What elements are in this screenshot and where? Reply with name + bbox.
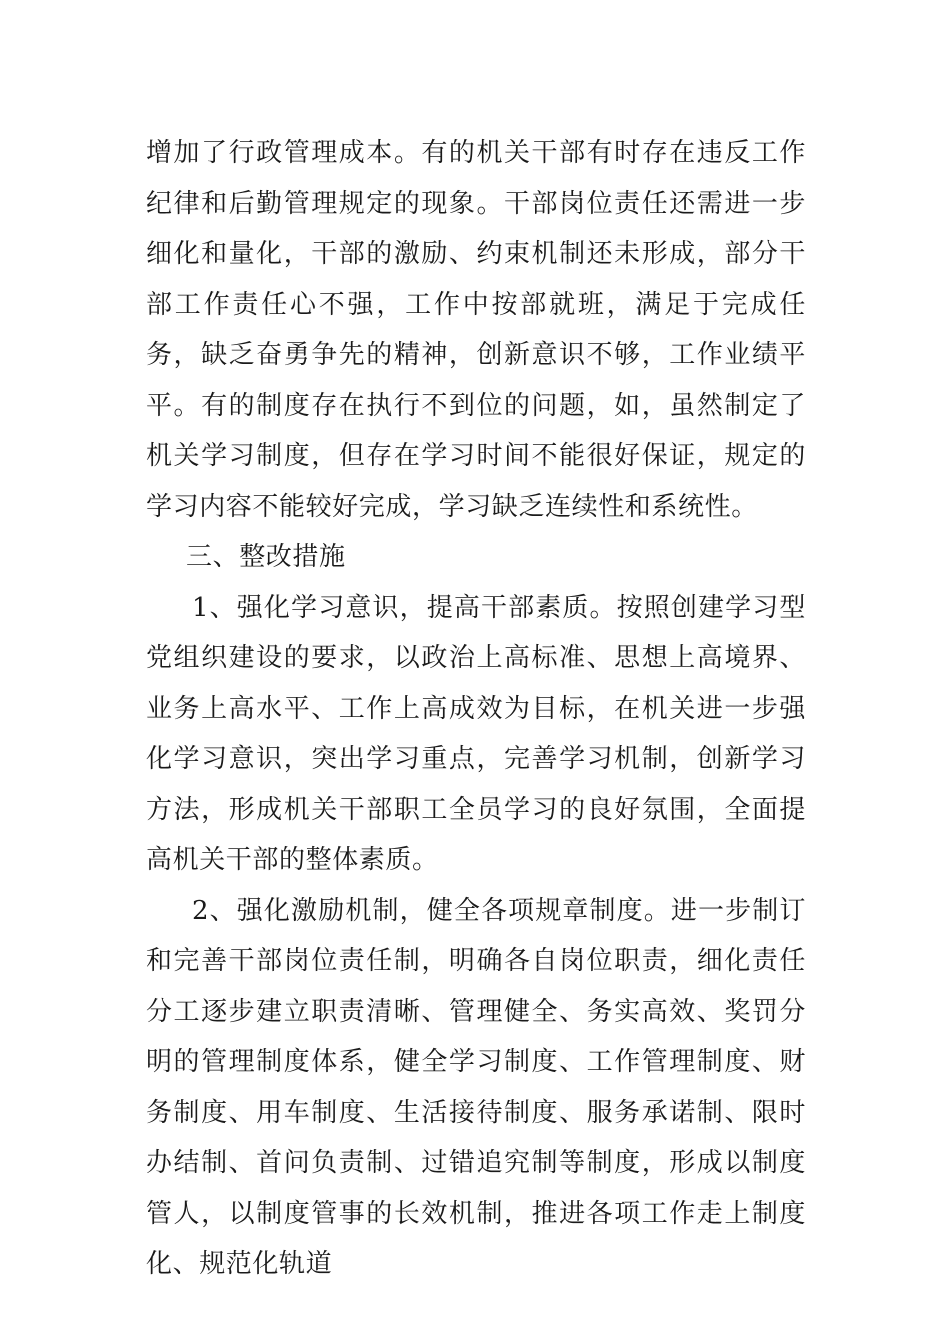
section-heading: 三、整改措施 [186,542,346,572]
paragraph-continuation: 增加了行政管理成本。有的机关干部有时存在违反工作纪律和后勤管理规定的现象。干部岗位责任还需进一步细化和量化，干部的激励、约束机制还未形成，部分干部工作责任心不强，工作中按部就班，满足于完成任务，缺乏奋勇争先的精神，创新意识不够，工作业绩平平。有的制度存在执行不到位的问题，如，虽然制定了机关学习制度，但存在学习时间不能很好保证，规定的学习内容不能较好完成，学习缺乏连续性和系统性。 [146,138,806,522]
paragraph-measure-2: 2、强化激励机制，健全各项规章制度。进一步制订和完善干部岗位责任制，明确各自岗位职责，细化责任分工逐步建立职责清晰、管理健全、务实高效、奖罚分明的管理制度体系，健全学习制度、工作管理制度、财务制度、用车制度、生活接待制度、服务承诺制、限时办结制、首问负责制、过错追究制等制度，形成以制度管人，以制度管事的长效机制，推进各项工作走上制度化、规范化轨道 [146,895,806,1279]
document-body [146,128,806,1290]
paragraph-measure-1: 1、强化学习意识，提高干部素质。按照创建学习型党组织建设的要求，以政治上高标准、思想上高境界、业务上高水平、工作上高成效为目标，在机关进一步强化学习意识，突出学习重点，完善学习机制，创新学习方法，形成机关干部职工全员学习的良好氛围，全面提高机关干部的整体素质。 [146,592,806,875]
